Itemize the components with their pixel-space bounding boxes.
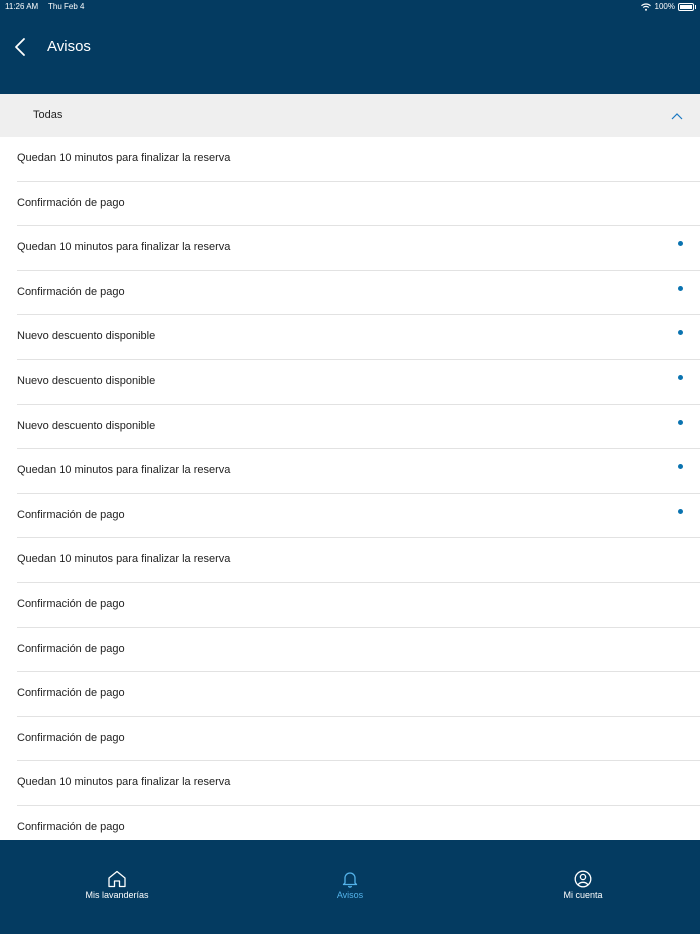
- notification-text: Nuevo descuento disponible: [17, 419, 156, 432]
- unread-dot: [678, 509, 683, 514]
- notification-text: Confirmación de pago: [17, 731, 125, 744]
- notification-item[interactable]: [17, 494, 700, 539]
- unread-dot: [678, 286, 683, 291]
- notification-item[interactable]: [17, 628, 700, 673]
- notification-item[interactable]: [17, 449, 700, 494]
- notification-text: Quedan 10 minutos para finalizar la reserva: [17, 152, 231, 164]
- tab-avisos[interactable]: [290, 870, 410, 900]
- notification-item[interactable]: [17, 717, 700, 762]
- filter-dropdown[interactable]: [0, 94, 700, 137]
- tab-mi-cuenta[interactable]: [523, 870, 643, 900]
- unread-dot: [678, 464, 683, 469]
- notification-text: Quedan 10 minutos para finalizar la reserva: [17, 464, 231, 477]
- notification-item[interactable]: [17, 538, 700, 583]
- notification-text: Confirmación de pago: [17, 285, 125, 298]
- status-right: [641, 2, 694, 11]
- notification-text: Confirmación de pago: [17, 196, 125, 209]
- tab-label: Mi cuenta: [563, 890, 603, 900]
- wifi-icon: [641, 3, 651, 11]
- notification-item[interactable]: [17, 315, 700, 360]
- notification-item[interactable]: [17, 271, 700, 316]
- unread-dot: [678, 330, 683, 335]
- tab-bar: [0, 840, 700, 934]
- notification-text: Quedan 10 minutos para finalizar la reserva: [17, 241, 231, 254]
- notification-text: Confirmación de pago: [17, 597, 125, 610]
- battery-icon: [678, 3, 694, 11]
- notification-item[interactable]: [17, 182, 700, 227]
- tab-label: Mis lavanderías: [85, 890, 149, 900]
- unread-dot: [678, 241, 683, 246]
- notification-text: Nuevo descuento disponible: [17, 374, 156, 387]
- header: [0, 0, 700, 94]
- unread-dot: [678, 420, 683, 425]
- notification-item[interactable]: [17, 761, 700, 806]
- chevron-left-icon[interactable]: [12, 37, 30, 57]
- notification-text: Confirmación de pago: [17, 642, 125, 655]
- unread-dot: [678, 375, 683, 380]
- page-title: Avisos: [47, 38, 91, 55]
- notification-text: Nuevo descuento disponible: [17, 330, 156, 343]
- notification-item[interactable]: [17, 672, 700, 717]
- notification-text: Quedan 10 minutos para finalizar la reserva: [17, 553, 231, 566]
- notification-item[interactable]: [17, 405, 700, 450]
- filter-label: Todas: [33, 109, 63, 121]
- notification-item[interactable]: [17, 226, 700, 271]
- chevron-up-icon: [671, 112, 683, 120]
- battery-percent: 100%: [654, 2, 675, 11]
- notification-item[interactable]: [17, 360, 700, 405]
- notification-text: Confirmación de pago: [17, 508, 125, 521]
- tab-mis-lavanderias[interactable]: [57, 870, 177, 900]
- notifications-list: [0, 137, 700, 840]
- home-icon: [107, 870, 127, 888]
- status-bar: [5, 2, 694, 14]
- notification-text: Confirmación de pago: [17, 687, 125, 700]
- bell-icon: [340, 870, 360, 888]
- notification-item[interactable]: [17, 806, 700, 840]
- tab-label: Avisos: [336, 890, 364, 900]
- notification-item[interactable]: [17, 583, 700, 628]
- user-circle-icon: [573, 870, 593, 888]
- notification-text: Quedan 10 minutos para finalizar la reserva: [17, 776, 231, 789]
- notification-item[interactable]: [17, 137, 700, 182]
- notification-text: Confirmación de pago: [17, 820, 125, 833]
- status-time: 11:26 AM: [5, 2, 39, 11]
- status-date: Thu Feb 4: [48, 2, 85, 11]
